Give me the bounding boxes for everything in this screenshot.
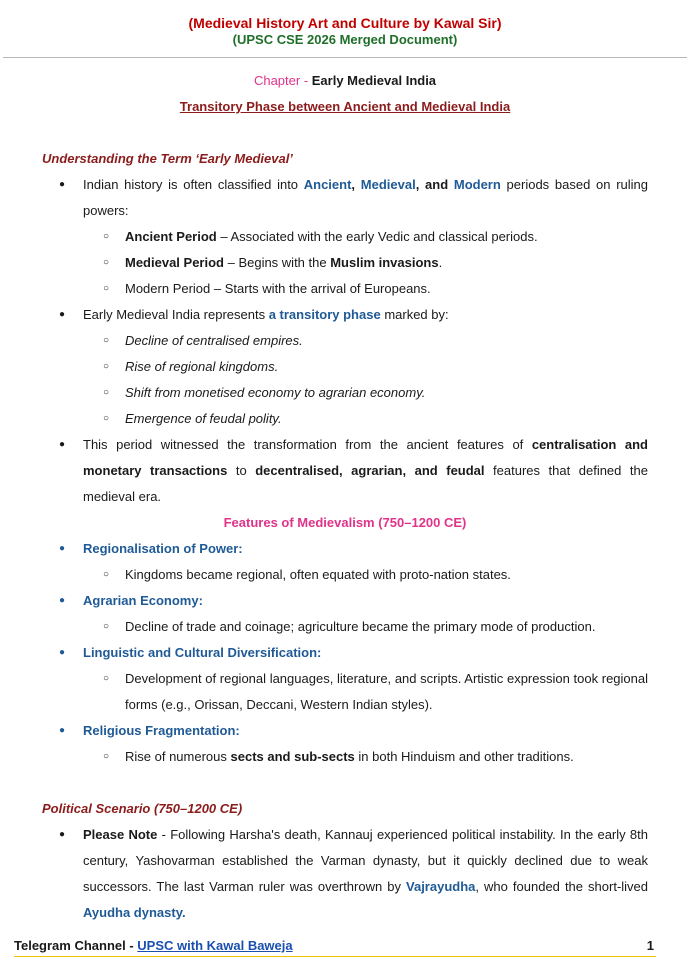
chapter-name: Early Medieval India [311, 73, 437, 88]
footer-divider [14, 956, 656, 957]
list-item [83, 380, 648, 406]
text: , who founded the short-lived [475, 879, 649, 894]
text: - Following Harsha's death, Kannauj experienced political instability. In the early 8th century, Yashovarman established the Varman dynasty, but it quickly declined due to weak successors. The last Varman ruler was overthrown by [83, 827, 648, 894]
list-item [83, 614, 648, 640]
section1-list [42, 172, 648, 510]
list-item [83, 406, 648, 432]
page-content [42, 68, 648, 926]
list-item [83, 744, 648, 770]
term-transitory-phase: a transitory phase [268, 307, 381, 322]
page-number: 1 [646, 938, 654, 953]
text: sects and sub-sects [230, 749, 355, 764]
footer-label: Telegram Channel - [14, 938, 138, 953]
text: Rise of numerous [125, 749, 231, 764]
list-item [42, 718, 648, 770]
feature-title: Regionalisation of Power: [83, 541, 243, 556]
chapter-subtitle-row [42, 94, 648, 120]
feature-sublist [83, 562, 648, 588]
list-item [42, 640, 648, 718]
text: Muslim invasions [330, 255, 439, 270]
list-item [83, 354, 648, 380]
feature-sublist [83, 666, 648, 718]
list-item [83, 276, 648, 302]
list-item [42, 588, 648, 640]
document-subtitle: (UPSC CSE 2026 Merged Document) [232, 32, 458, 47]
list-item [42, 172, 648, 302]
feature-title: Linguistic and Cultural Diversification: [83, 645, 322, 660]
text: marked by: [380, 307, 449, 322]
text: centralisation and monetary transactions [83, 437, 649, 478]
text: decentralised, agrarian, and feudal [255, 463, 485, 478]
term-medieval: Medieval [360, 177, 416, 192]
text: – Associated with the early Vedic and classical periods. [216, 229, 538, 244]
text: Indian history is often classified into [83, 177, 304, 192]
text: Emergence of feudal polity. [125, 411, 282, 426]
features-heading: Features of Medievalism (750–1200 CE) [223, 515, 467, 530]
list-item [42, 536, 648, 588]
list-item [83, 250, 648, 276]
list-item [83, 562, 648, 588]
text: Decline of centralised empires. [125, 333, 303, 348]
section2-list [42, 822, 648, 926]
text: Medieval Period [125, 255, 224, 270]
term-modern: Modern [453, 177, 501, 192]
document-title: (Medieval History Art and Culture by Kawal Sir) [188, 15, 502, 31]
text: Rise of regional kingdoms. [125, 359, 279, 374]
feature-sublist [83, 744, 648, 770]
period-sublist [83, 224, 648, 302]
text: Please Note [83, 827, 158, 842]
list-item [83, 666, 648, 718]
text: , and [415, 177, 454, 192]
text: features that defined the medieval era. [83, 463, 648, 504]
term-ayudha-dynasty: Ayudha dynasty. [83, 905, 186, 920]
list-item [42, 302, 648, 432]
text: Ancient Period [125, 229, 217, 244]
term-ancient: Ancient [303, 177, 352, 192]
page-footer [14, 938, 654, 953]
text: Development of regional languages, literature, and scripts. Artistic expression took regional forms (e.g., Orissan, Deccani, Western Indian styles). [125, 671, 648, 712]
list-item [42, 822, 648, 926]
section-heading-political: Political Scenario (750–1200 CE) [42, 801, 243, 816]
feature-title: Agrarian Economy: [83, 593, 203, 608]
chapter-title [42, 68, 648, 94]
text: This period witnessed the transformation from the ancient features of [83, 437, 532, 452]
transition-sublist [83, 328, 648, 432]
spacer [42, 770, 648, 796]
list-item [83, 224, 648, 250]
header-divider [3, 57, 687, 58]
chapter-subtitle: Transitory Phase between Ancient and Medieval India [179, 99, 511, 114]
features-list [42, 536, 648, 770]
text: Kingdoms became regional, often equated with proto-nation states. [125, 567, 511, 582]
text: periods based on ruling powers: [83, 177, 649, 218]
feature-sublist [83, 614, 648, 640]
term-vajrayudha: Vajrayudha [406, 879, 476, 894]
text: Early Medieval India represents [83, 307, 269, 322]
text: in both Hinduism and other traditions. [354, 749, 574, 764]
section-heading-early-medieval: Understanding the Term ‘Early Medieval’ [42, 151, 293, 166]
text: Modern Period – Starts with the arrival of Europeans. [125, 281, 431, 296]
list-item [83, 328, 648, 354]
chapter-label: Chapter - [253, 73, 312, 88]
text: to [227, 463, 256, 478]
text: Decline of trade and coinage; agriculture became the primary mode of production. [125, 619, 596, 634]
telegram-channel-link[interactable]: UPSC with Kawal Baweja [137, 938, 293, 953]
text: Shift from monetised economy to agrarian economy. [125, 385, 426, 400]
list-item [42, 432, 648, 510]
text: . [438, 255, 443, 270]
spacer [42, 120, 648, 146]
text: , [351, 177, 361, 192]
text: – Begins with the [223, 255, 331, 270]
feature-title: Religious Fragmentation: [83, 723, 240, 738]
